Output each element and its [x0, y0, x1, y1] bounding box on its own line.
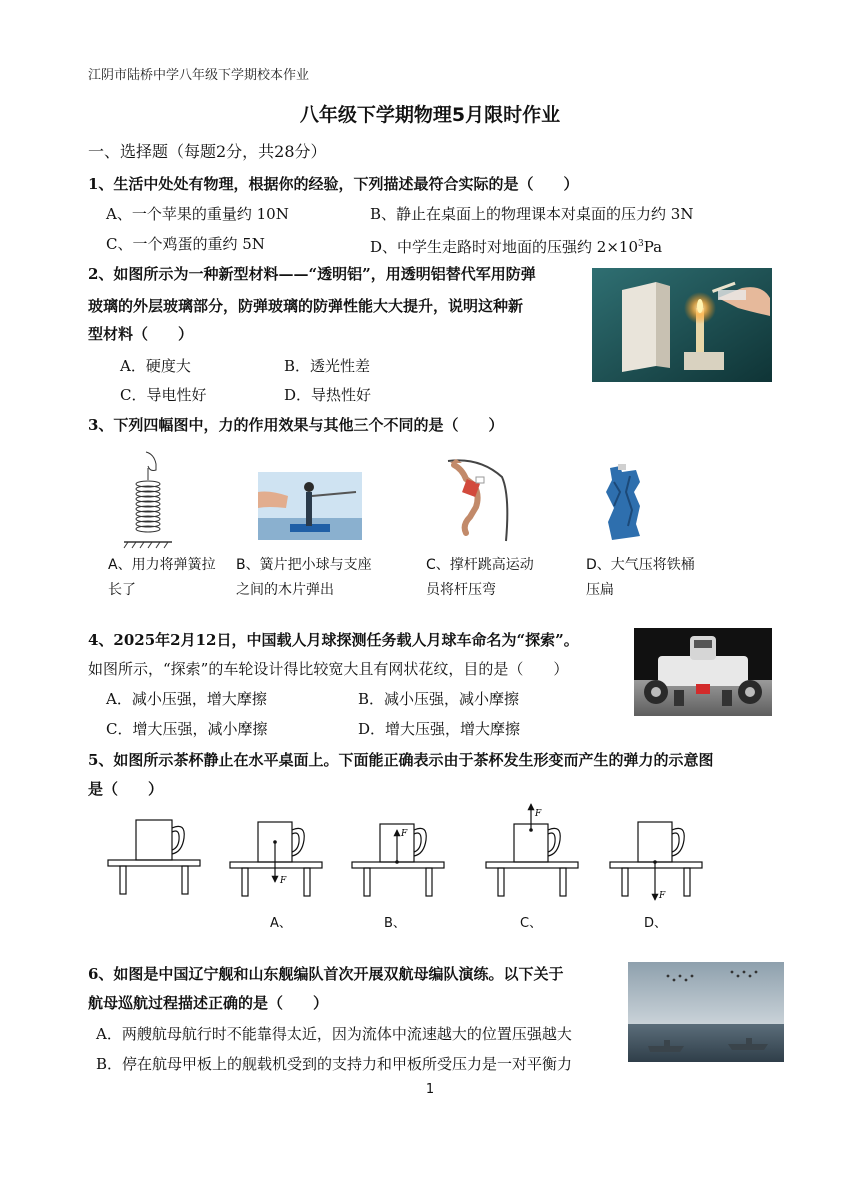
reed-spring-image [258, 472, 362, 540]
q5-label-b: B、 [384, 916, 406, 931]
q4-stem-line2: 如图所示，“探索”的车轮设计得比较宽大且有网状花纹，目的是（ ） [88, 660, 569, 678]
q4-option-b: B．减小压强，减小摩擦 [358, 690, 520, 708]
q4-option-c: C．增大压强，减小摩擦 [106, 720, 268, 738]
q6-stem-line1: 6、如图是中国辽宁舰和山东舰编队首次开展双航母编队演练。以下关于 [88, 965, 564, 983]
q3-caption-c: C、撑杆跳高运动员将杆压弯 [426, 557, 534, 598]
school-header: 江阴市陆桥中学八年级下学期校本作业 [88, 68, 310, 83]
transparent-aluminum-photo [592, 268, 772, 382]
q1-stem: 1、生活中处处有物理，根据你的经验，下列描述最符合实际的是（ ） [88, 175, 579, 193]
q5-stem-line2: 是（ ） [88, 780, 164, 798]
lunar-rover-photo [634, 628, 772, 716]
reference-cup-diagram [108, 820, 200, 894]
q6-option-b: B．停在航母甲板上的舰载机受到的支持力和甲板所受压力是一对平衡力 [96, 1055, 573, 1073]
page-title: 八年级下学期物理5月限时作业 [299, 104, 561, 126]
spring-stretched-image [120, 450, 176, 550]
q2-option-a: A．硬度大 [120, 357, 191, 375]
diagram-option-b [352, 824, 444, 896]
q6-stem-line2: 航母巡航过程描述正确的是（ ） [88, 994, 329, 1012]
crushed-bucket-image [600, 462, 650, 542]
q1-option-c: C、一个鸡蛋的重约 5N [106, 235, 265, 253]
q3-stem: 3、下列四幅图中，力的作用效果与其他三个不同的是（ ） [88, 416, 504, 434]
q2-stem-line3: 型材料（ ） [88, 325, 194, 343]
diagram-option-d [610, 822, 702, 900]
pole-vault-image [440, 455, 512, 545]
q1-option-b: B、静止在桌面上的物理课本对桌面的压力约 3N [370, 205, 694, 223]
q1-option-a: A、一个苹果的重量约 10N [106, 205, 289, 223]
q4-stem-line1: 4、2025年2月12日，中国载人月球探测任务载人月球车命名为“探索”。 [88, 631, 579, 649]
force-label-a: F [280, 876, 287, 886]
q6-option-a: A．两艘航母航行时不能靠得太近，因为流体中流速越大的位置压强越大 [96, 1025, 572, 1043]
q4-option-a: A．减小压强，增大摩擦 [106, 690, 267, 708]
section-heading: 一、选择题（每题2分，共28分） [88, 142, 327, 161]
q3-caption-b: B、簧片把小球与支座之间的木片弹出 [236, 557, 372, 598]
q2-stem-line1: 2、如图所示为一种新型材料——“透明铝”，用透明铝替代军用防弹 [88, 265, 536, 283]
q1-option-d: D、中学生走路时对地面的压强约 $2\times 10^3Pa$ [370, 238, 663, 256]
force-label-d: F [659, 891, 666, 901]
q3-caption-a: A、用力将弹簧拉长了 [108, 557, 216, 598]
q5-label-a: A、 [270, 916, 292, 931]
q2-option-d: D．导热性好 [284, 386, 372, 404]
q3-caption-d: D、大气压将铁桶压扁 [586, 557, 695, 598]
q4-option-d: D．增大压强，增大摩擦 [358, 720, 521, 738]
diagram-option-c [486, 804, 578, 896]
q5-stem-line1: 5、如图所示茶杯静止在水平桌面上。下面能正确表示由于茶杯发生形变而产生的弹力的示意图 [88, 751, 714, 769]
q2-option-c: C．导电性好 [120, 386, 207, 404]
q2-stem-line2: 玻璃的外层玻璃部分，防弹玻璃的防弹性能大大提升，说明这种新 [88, 297, 524, 315]
page-number: 1 [425, 1082, 435, 1097]
q2-option-b: B．透光性差 [284, 357, 371, 375]
diagram-option-a [230, 822, 322, 896]
force-label-b: F [401, 829, 408, 839]
force-label-c: F [535, 809, 542, 819]
carrier-formation-photo [628, 962, 784, 1062]
q5-diagrams [100, 800, 720, 905]
q5-label-c: C、 [520, 916, 543, 931]
q5-label-d: D、 [644, 916, 668, 931]
